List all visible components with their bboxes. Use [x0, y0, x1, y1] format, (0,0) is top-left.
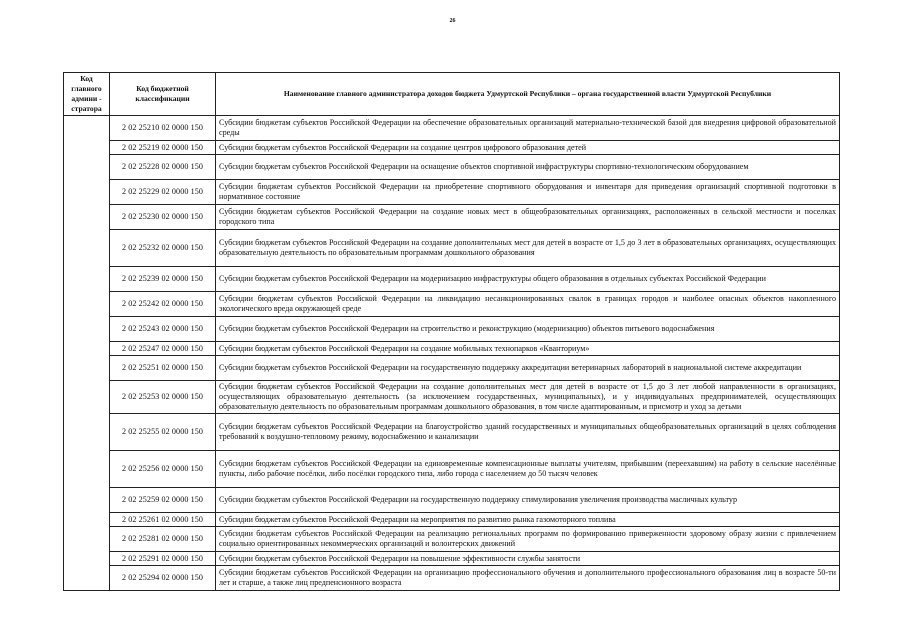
name-cell: Субсидии бюджетам субъектов Российской Федерации на создание новых мест в общеобразовательных организациях, расположенных в сельской местности и поселках городского типа [216, 205, 840, 230]
name-cell: Субсидии бюджетам субъектов Российской Федерации на создание дополнительных мест для детей в возрасте от 1,5 до 3 лет любой направленности в организациях, осуществляющих образовательную деятельность (за исключением государственных, муниципальных), и у индивидуальных предпринимателей, осуществляющих образовательную деятельность по образовательным программам дошкольного образования, в том числе адаптированным, и присмотр и уход за детьми [216, 381, 840, 414]
table-row [64, 381, 840, 414]
budget-code-cell: 2 02 25281 02 0000 150 [110, 527, 216, 552]
name-cell: Субсидии бюджетам субъектов Российской Федерации на реализацию региональных программ по формированию приверженности здоровому образу жизни с привлечением социально ориентированных некоммерческих организаций и волонтерских движений [216, 527, 840, 552]
budget-code-cell: 2 02 25230 02 0000 150 [110, 205, 216, 230]
budget-code-cell: 2 02 25229 02 0000 150 [110, 180, 216, 205]
table-row [64, 414, 840, 451]
budget-code-cell: 2 02 25256 02 0000 150 [110, 451, 216, 488]
name-cell: Субсидии бюджетам субъектов Российской Федерации на приобретение спортивного оборудования и инвентаря для приведения организаций спортивной подготовки в нормативное состояние [216, 180, 840, 205]
table-row [64, 141, 840, 155]
table-row [64, 205, 840, 230]
name-cell: Субсидии бюджетам субъектов Российской Федерации на повышение эффективности службы занятости [216, 552, 840, 566]
table-row [64, 513, 840, 527]
name-cell: Субсидии бюджетам субъектов Российской Федерации на государственную поддержку стимулирования увеличения производства масличных культур [216, 488, 840, 513]
name-cell: Субсидии бюджетам субъектов Российской Федерации на создание мобильных технопарков «Кванториум» [216, 342, 840, 356]
budget-code-cell: 2 02 25239 02 0000 150 [110, 267, 216, 292]
name-cell: Субсидии бюджетам субъектов Российской Федерации на создание дополнительных мест для детей в возрасте от 1,5 до 3 лет в образовательных организациях, осуществляющих образовательную деятельность по образовательным программам дошкольного образования [216, 230, 840, 267]
budget-code-cell: 2 02 25219 02 0000 150 [110, 141, 216, 155]
table-row [64, 317, 840, 342]
budget-code-cell: 2 02 25261 02 0000 150 [110, 513, 216, 527]
table-row [64, 267, 840, 292]
table-row [64, 342, 840, 356]
name-cell: Субсидии бюджетам субъектов Российской Федерации на единовременные компенсационные выплаты учителям, прибывшим (переехавшим) на работу в сельские населённые пункты, либо рабочие посёлки, либо посёлки городского типа, либо города с населением до 50 тысяч человек [216, 451, 840, 488]
table-row [64, 552, 840, 566]
budget-code-cell: 2 02 25255 02 0000 150 [110, 414, 216, 451]
budget-code-cell: 2 02 25247 02 0000 150 [110, 342, 216, 356]
name-cell: Субсидии бюджетам субъектов Российской Федерации на модернизацию инфраструктуры общего образования в отдельных субъектах Российской Федерации [216, 267, 840, 292]
table-row [64, 180, 840, 205]
table-header-row [64, 73, 840, 116]
name-cell: Субсидии бюджетам субъектов Российской Федерации на ликвидацию несанкционированных свалок в границах городов и наиболее опасных объектов накопленного экологического вреда окружающей среде [216, 292, 840, 317]
budget-code-cell: 2 02 25294 02 0000 150 [110, 566, 216, 591]
name-cell: Субсидии бюджетам субъектов Российской Федерации на строительство и реконструкцию (модернизацию) объектов питьевого водоснабжения [216, 317, 840, 342]
table-row [64, 230, 840, 267]
table-row [64, 292, 840, 317]
name-cell: Субсидии бюджетам субъектов Российской Федерации на обеспечение образовательных организаций материально-технической базой для внедрения цифровой образовательной среды [216, 116, 840, 141]
name-cell: Субсидии бюджетам субъектов Российской Федерации на благоустройство зданий государственных и муниципальных общеобразовательных организаций в целях соблюдения требований к воздушно-тепловому режиму, водоснабжению и канализации [216, 414, 840, 451]
name-cell: Субсидии бюджетам субъектов Российской Федерации на создание центров цифрового образования детей [216, 141, 840, 155]
budget-code-cell: 2 02 25243 02 0000 150 [110, 317, 216, 342]
budget-code-cell: 2 02 25251 02 0000 150 [110, 356, 216, 381]
table-row [64, 566, 840, 591]
table-row [64, 356, 840, 381]
admin-code-cell [64, 116, 110, 591]
table-row [64, 527, 840, 552]
budget-code-cell: 2 02 25242 02 0000 150 [110, 292, 216, 317]
header-admin-code: Код главного админи - стратора [64, 73, 110, 116]
page-number: 26 [449, 18, 456, 24]
header-name: Наименование главного администратора доходов бюджета Удмуртской Республики – органа государственной власти Удмуртской Республики [216, 73, 840, 116]
budget-code-cell: 2 02 25253 02 0000 150 [110, 381, 216, 414]
table-row [64, 451, 840, 488]
name-cell: Субсидии бюджетам субъектов Российской Федерации на организацию профессионального обучения и дополнительного профессионального образования лиц в возрасте 50-ти лет и старше, а также лиц предпенсионного возраста [216, 566, 840, 591]
name-cell: Субсидии бюджетам субъектов Российской Федерации на государственную поддержку аккредитации ветеринарных лабораторий в национальной системе аккредитации [216, 356, 840, 381]
header-budget-code: Код бюджетной классификации [110, 73, 216, 116]
budget-code-cell: 2 02 25232 02 0000 150 [110, 230, 216, 267]
budget-code-cell: 2 02 25259 02 0000 150 [110, 488, 216, 513]
table-row [64, 488, 840, 513]
name-cell: Субсидии бюджетам субъектов Российской Федерации на мероприятия по развитию рынка газомоторного топлива [216, 513, 840, 527]
budget-code-cell: 2 02 25291 02 0000 150 [110, 552, 216, 566]
budget-code-cell: 2 02 25228 02 0000 150 [110, 155, 216, 180]
name-cell: Субсидии бюджетам субъектов Российской Федерации на оснащение объектов спортивной инфраструктуры спортивно-технологическим оборудованием [216, 155, 840, 180]
revenue-administrators-table [63, 72, 840, 591]
table-row [64, 155, 840, 180]
table-row [64, 116, 840, 141]
budget-code-cell: 2 02 25210 02 0000 150 [110, 116, 216, 141]
